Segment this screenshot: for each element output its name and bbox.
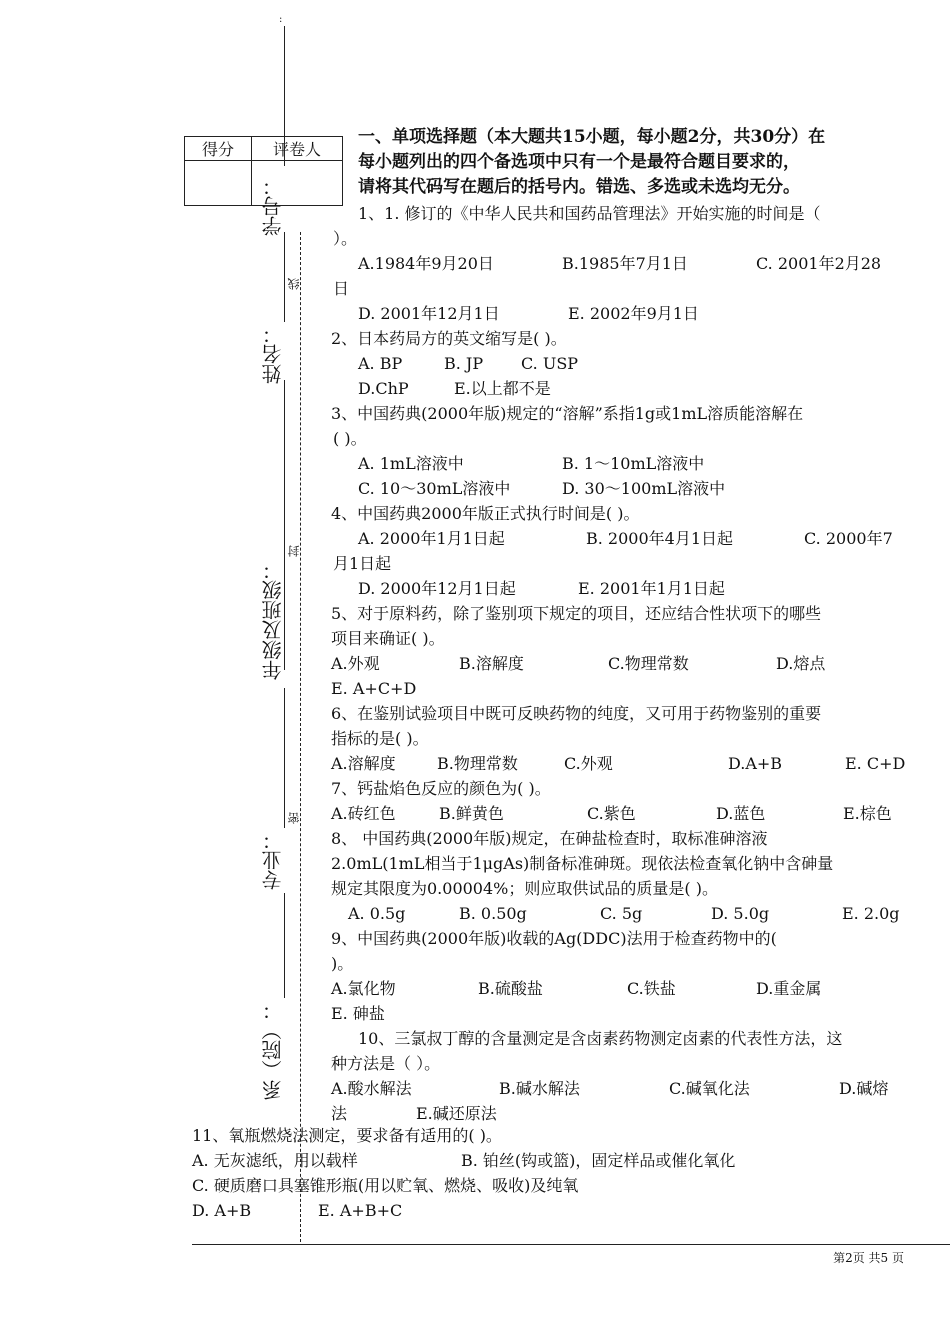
q9-option-c: C.铁盐 (627, 979, 676, 998)
q10-option-d-end: 法 (331, 1104, 348, 1123)
q3-option-c: C. 10～30mL溶液中 (358, 479, 511, 498)
q4-option-e: E. 2001年1月1日起 (578, 579, 725, 598)
q1-option-c: C. 2001年2月28 (756, 254, 882, 273)
q3-option-b: B. 1～10mL溶液中 (562, 454, 705, 473)
q8-stem-2: 2.0mL(1mL相当于1μgAs)制备标准砷斑。现依法检查氧化钠中含砷量 (331, 854, 834, 873)
q1-option-e: E. 2002年9月1日 (568, 304, 699, 323)
q6-option-d: D.A+B (728, 754, 783, 773)
q11-option-e: E. A+B+C (318, 1201, 403, 1220)
q9-option-b: B.硫酸盐 (478, 979, 543, 998)
q10-option-e: E.碱还原法 (416, 1104, 497, 1123)
q2-option-b: B. JP (444, 354, 484, 373)
page-number: 第2页 共5 页 (833, 1251, 904, 1265)
q1-option-b: B.1985年7月1日 (562, 254, 688, 273)
q7-option-a: A.砖红色 (331, 804, 396, 823)
q9-option-d: D.重金属 (756, 979, 822, 998)
q10-option-c: C.碱氧化法 (669, 1079, 750, 1098)
q3-stem: 3、中国药典(2000年版)规定的“溶解”系指1g或1mL溶质能溶解在 (331, 404, 804, 423)
q10-stem: 10、三氯叔丁醇的含量测定是含卤素药物测定卤素的代表性方法，这 (358, 1029, 843, 1048)
q10-option-a: A.酸水解法 (331, 1079, 412, 1098)
q2-option-d: D.ChP (358, 379, 409, 398)
q4-stem: 4、中国药典2000年版正式执行时间是( )。 (331, 504, 640, 523)
q7-option-d: D.蓝色 (716, 804, 766, 823)
q11-option-a: A. 无灰滤纸，用以载样 (192, 1151, 358, 1170)
q1-option-c-end: 日 (333, 279, 350, 298)
q6-option-e: E. C+D (845, 754, 906, 773)
q5-stem: 5、对于原料药，除了鉴别项下规定的项目，还应结合性状项下的哪些 (331, 604, 822, 623)
q7-option-b: B.鲜黄色 (439, 804, 504, 823)
q4-option-c: C. 2000年7 (804, 529, 893, 548)
footer-rule (192, 1244, 950, 1245)
q6-option-b: B.物理常数 (437, 754, 518, 773)
q2-option-c: C. USP (521, 354, 579, 373)
grader-header: 评卷人 (252, 137, 343, 161)
q3-stem-end: ( )。 (333, 429, 367, 448)
q10-option-b: B.碱水解法 (499, 1079, 580, 1098)
q10-option-d: D.碱熔 (839, 1079, 889, 1098)
q5-option-a: A.外观 (331, 654, 380, 673)
q6-stem-end: 指标的是( )。 (331, 729, 429, 748)
score-header: 得分 (185, 137, 252, 161)
q6-option-a: A.溶解度 (331, 754, 396, 773)
q6-option-c: C.外观 (564, 754, 613, 773)
name-label: 姓名： (261, 324, 285, 384)
q3-option-a: A. 1mL溶液中 (358, 454, 464, 473)
seal-mark-mi: 密 (287, 812, 301, 824)
q2-stem: 2、日本药局方的英文缩写是( )。 (331, 329, 567, 348)
q5-option-e: E. A+C+D (331, 679, 417, 698)
q9-option-e: E. 砷盐 (331, 1004, 385, 1023)
q8-option-b: B. 0.50g (459, 904, 527, 923)
q11-stem: 11、氧瓶燃烧法测定，要求备有适用的( )。 (192, 1126, 502, 1145)
q8-option-d: D. 5.0g (711, 904, 770, 923)
seal-mark-feng: 封 (287, 545, 301, 557)
q2-option-e: E.以上都不是 (454, 379, 551, 398)
major-label: 专业： (261, 830, 285, 890)
q7-option-e: E.棕色 (843, 804, 892, 823)
section-heading-line1: 一、单项选择题（本大题共15小题，每小题2分，共30分）在 (358, 127, 826, 147)
q8-option-e: E. 2.0g (842, 904, 900, 923)
q8-stem: 8、 中国药典(2000年版)规定，在砷盐检查时，取标准砷溶液 (331, 829, 768, 848)
q2-option-a: A. BP (358, 354, 403, 373)
q6-stem: 6、在鉴别试验项目中既可反映药物的纯度，又可用于药物鉴别的重要 (331, 704, 822, 723)
q1-option-d: D. 2001年12月1日 (358, 304, 500, 323)
department-label: 系（院）： (261, 1000, 285, 1100)
q9-stem: 9、中国药典(2000年版)收载的Ag(DDC)法用于检查药物中的( (331, 929, 777, 948)
q8-stem-3: 规定其限度为0.00004%；则应取供试品的质量是( )。 (331, 879, 718, 898)
q1-option-a: A.1984年9月20日 (358, 254, 494, 273)
section-heading-line3: 请将其代码写在题后的括号内。错选、多选或未选均无分。 (358, 177, 800, 197)
q9-option-a: A.氯化物 (331, 979, 396, 998)
q4-option-c-end: 月1日起 (333, 554, 392, 573)
q11-option-b: B. 铂丝(钩或篮)，固定样品或催化氧化 (461, 1151, 736, 1170)
student-id-label: 学号： (261, 176, 285, 236)
score-cell (185, 161, 252, 206)
q8-option-a: A. 0.5g (348, 904, 406, 923)
seal-mark-xian: 线 (287, 278, 301, 290)
q4-option-a: A. 2000年1月1日起 (358, 529, 505, 548)
q5-stem-end: 项目来确证( )。 (331, 629, 445, 648)
q5-option-d: D.熔点 (776, 654, 826, 673)
q5-option-b: B.溶解度 (459, 654, 524, 673)
q1-stem: 1、1. 修订的《中华人民共和国药品管理法》开始实施的时间是（ (358, 204, 821, 223)
q11-option-d: D. A+B (192, 1201, 252, 1220)
class-label: 年级及班级： (261, 560, 285, 680)
q4-option-b: B. 2000年4月1日起 (586, 529, 734, 548)
q9-stem-end: )。 (331, 954, 354, 973)
q1-stem-end: ）。 (333, 229, 358, 248)
section-heading-line2: 每小题列出的四个备选项中只有一个是最符合题目要求的， (358, 152, 800, 172)
q10-stem-end: 种方法是（ ）。 (331, 1054, 441, 1073)
q11-option-c: C. 硬质磨口具塞锥形瓶(用以贮氧、燃烧、吸收)及纯氧 (192, 1176, 579, 1195)
q7-option-c: C.紫色 (587, 804, 636, 823)
q7-stem: 7、钙盐焰色反应的颜色为( )。 (331, 779, 551, 798)
q5-option-c: C.物理常数 (608, 654, 689, 673)
q8-option-c: C. 5g (600, 904, 643, 923)
q4-option-d: D. 2000年12月1日起 (358, 579, 516, 598)
q3-option-d: D. 30～100mL溶液中 (562, 479, 726, 498)
